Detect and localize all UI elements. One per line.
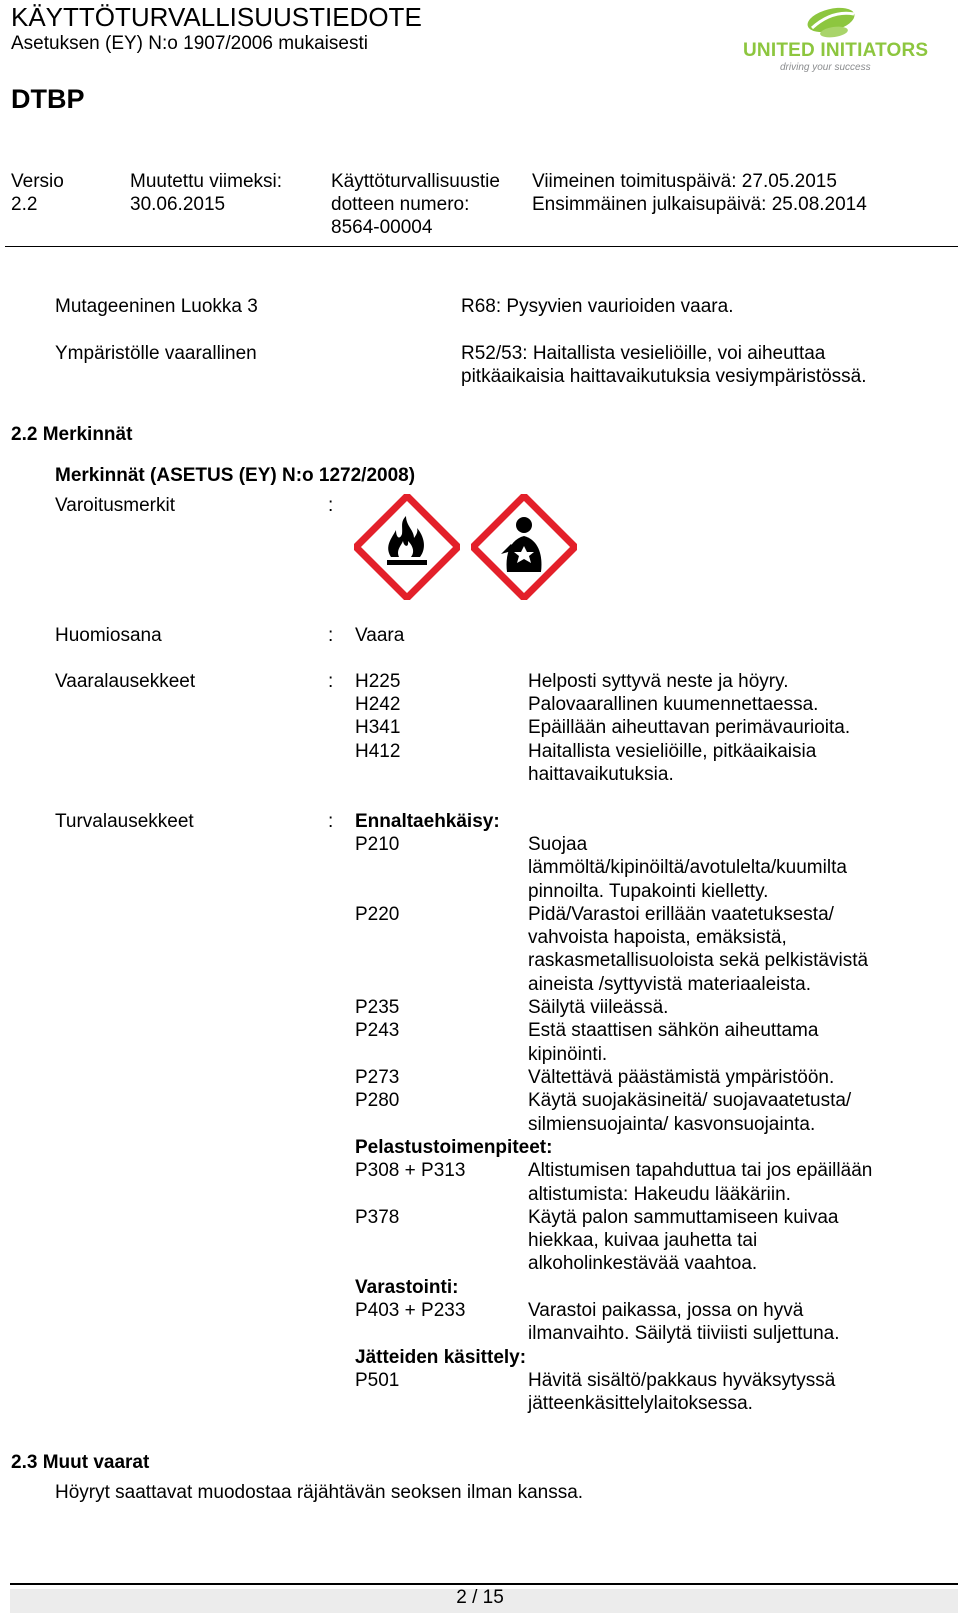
precaution-text: Estä staattisen sähkön aiheuttama <box>528 1020 819 1041</box>
revised-value: 30.06.2015 <box>130 194 226 215</box>
precaution-text: Säilytä viileässä. <box>528 997 669 1018</box>
hazard-code: H225 <box>355 671 401 692</box>
colon: : <box>328 495 334 516</box>
precaution-statements-label: Turvalausekkeet <box>55 811 194 832</box>
sds-number-label-2: dotteen numero: <box>331 194 470 215</box>
precaution-text: silmiensuojainta/ kasvonsuojainta. <box>528 1114 816 1135</box>
hazard-text: Helposti syttyvä neste ja höyry. <box>528 671 789 692</box>
precaution-text: altistumista: Hakeudu lääkäriin. <box>528 1184 791 1205</box>
precaution-code: P235 <box>355 997 400 1018</box>
response-heading: Pelastustoimenpiteet: <box>355 1137 553 1158</box>
sds-number-label: Käyttöturvallisuustie <box>331 171 500 192</box>
document-title: KÄYTTÖTURVALLISUUSTIEDOTE <box>11 2 422 32</box>
flame-pictogram-icon <box>354 494 460 600</box>
last-issue-date: Viimeinen toimituspäivä: 27.05.2015 <box>532 171 837 192</box>
precaution-text: kipinöinti. <box>528 1044 608 1065</box>
precaution-text: vahvoista hapoista, emäksistä, <box>528 927 787 948</box>
colon: : <box>328 625 334 646</box>
precaution-text: jätteenkäsittelylaitoksessa. <box>528 1393 753 1414</box>
precaution-code: P378 <box>355 1207 400 1228</box>
hazard-code: H242 <box>355 694 401 715</box>
signal-word-label: Huomiosana <box>55 625 162 646</box>
precaution-code: P308 + P313 <box>355 1160 466 1181</box>
sds-number-value: 8564-00004 <box>331 217 433 238</box>
precaution-text: Hävitä sisältö/pakkaus hyväksytyssä <box>528 1370 836 1391</box>
hazard-statements-label: Vaaralausekkeet <box>55 671 196 692</box>
precaution-text: Käytä palon sammuttamiseen kuivaa <box>528 1207 839 1228</box>
precaution-code: P243 <box>355 1020 400 1041</box>
precaution-code: P220 <box>355 904 400 925</box>
hazard-text: Haitallista vesieliöille, pitkäaikaisia <box>528 741 817 762</box>
classification-text: R68: Pysyvien vaurioiden vaara. <box>461 296 734 317</box>
precaution-code: P501 <box>355 1370 400 1391</box>
classification-label: Mutageeninen Luokka 3 <box>55 296 258 317</box>
disposal-heading: Jätteiden käsittely: <box>355 1347 527 1368</box>
hazard-text: Palovaarallinen kuumennettaessa. <box>528 694 819 715</box>
colon: : <box>328 671 334 692</box>
precaution-text: lämmöltä/kipinöiltä/avotulelta/kuumilta <box>528 857 847 878</box>
classification-text: R52/53: Haitallista vesieliöille, voi aiheuttaa <box>461 343 826 364</box>
precaution-text: aineista /syttyvistä materiaaleista. <box>528 974 812 995</box>
version-value: 2.2 <box>11 194 38 215</box>
page-number: 2 / 15 <box>456 1587 504 1608</box>
document-subtitle: Asetuksen (EY) N:o 1907/2006 mukaisesti <box>11 33 368 54</box>
company-logo <box>740 4 930 76</box>
hazard-text: Epäillään aiheuttavan perimävaurioita. <box>528 717 851 738</box>
precaution-text: raskasmetallisuoloista sekä pelkistävistä <box>528 950 869 971</box>
precaution-text: Pidä/Varastoi erillään vaatetuksesta/ <box>528 904 834 925</box>
precaution-text: Suojaa <box>528 834 588 855</box>
pictograms-label: Varoitusmerkit <box>55 495 176 516</box>
version-label: Versio <box>11 171 64 192</box>
hazard-code: H412 <box>355 741 401 762</box>
labelling-subheading: Merkinnät (ASETUS (EY) N:o 1272/2008) <box>55 465 416 486</box>
precaution-text: hiekkaa, kuivaa jauhetta tai <box>528 1230 758 1251</box>
other-hazards-text: Höyryt saattavat muodostaa räjähtävän seoksen ilman kanssa. <box>55 1482 584 1503</box>
hazard-code: H341 <box>355 717 401 738</box>
product-name: DTBP <box>11 84 85 114</box>
colon: : <box>328 811 334 832</box>
precaution-code: P210 <box>355 834 400 855</box>
section-heading-2-2: 2.2 Merkinnät <box>11 424 133 445</box>
precaution-code: P403 + P233 <box>355 1300 466 1321</box>
classification-text: pitkäaikaisia haittavaikutuksia vesiympäristössä. <box>461 366 867 387</box>
header-divider <box>5 246 958 247</box>
precaution-code: P280 <box>355 1090 400 1111</box>
precaution-text: alkoholinkestävää vaahtoa. <box>528 1253 758 1274</box>
precaution-text: Käytä suojakäsineitä/ suojavaatetusta/ <box>528 1090 852 1111</box>
precaution-text: pinnoilta. Tupakointi kielletty. <box>528 881 769 902</box>
signal-word: Vaara <box>355 625 405 646</box>
section-heading-2-3: 2.3 Muut vaarat <box>11 1452 150 1473</box>
classification-label: Ympäristölle vaarallinen <box>55 343 257 364</box>
precaution-text: Varastoi paikassa, jossa on hyvä <box>528 1300 804 1321</box>
logo-text: UNITED INITIATORS <box>743 40 929 61</box>
logo-tagline: driving your success <box>780 62 871 73</box>
revised-label: Muutettu viimeksi: <box>130 171 283 192</box>
health-hazard-pictogram-icon <box>471 494 577 600</box>
precaution-text: Altistumisen tapahduttua tai jos epäillään <box>528 1160 873 1181</box>
prevention-heading: Ennaltaehkäisy: <box>355 811 500 832</box>
precaution-code: P273 <box>355 1067 400 1088</box>
first-issue-date: Ensimmäinen julkaisupäivä: 25.08.2014 <box>532 194 867 215</box>
footer-divider <box>10 1583 958 1585</box>
storage-heading: Varastointi: <box>355 1277 459 1298</box>
hazard-text: haittavaikutuksia. <box>528 764 674 785</box>
precaution-text: Vältettävä päästämistä ympäristöön. <box>528 1067 835 1088</box>
precaution-text: ilmanvaihto. Säilytä tiiviisti suljettuna. <box>528 1323 840 1344</box>
